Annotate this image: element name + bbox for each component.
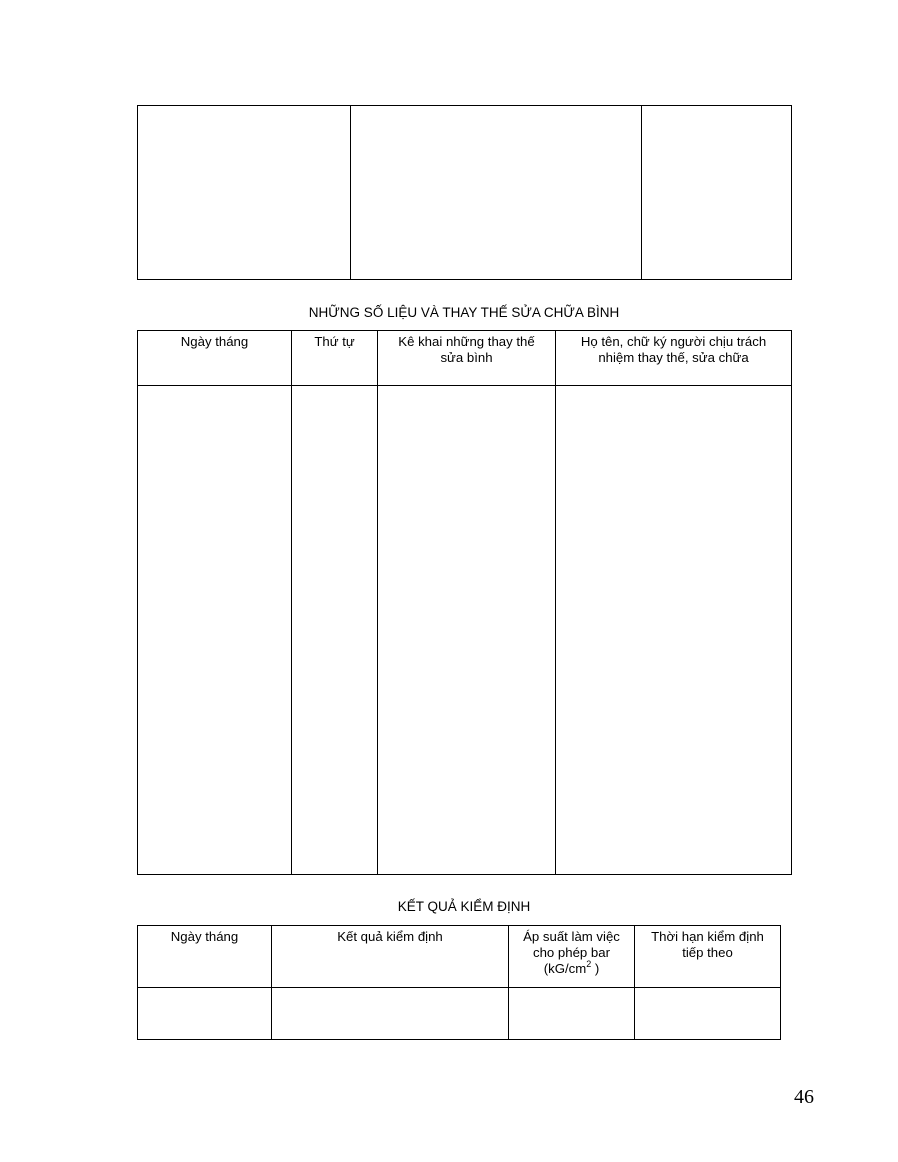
col-header-repairs-list: Kê khai những thay thế sửa bình <box>378 331 556 386</box>
col-header-working-pressure <box>509 926 635 988</box>
inspection-cell-date <box>138 988 272 1040</box>
repairs-cell-person <box>556 386 792 875</box>
repairs-cell-date <box>138 386 292 875</box>
repairs-table <box>137 330 792 875</box>
section-title-repairs: NHỮNG SỐ LIỆU VÀ THAY THẾ SỬA CHỮA BÌNH <box>308 305 620 320</box>
inspection-cell-next <box>635 988 781 1040</box>
pressure-label: Áp suất làm việc cho phép bar <box>523 929 620 960</box>
inspection-cell-result <box>272 988 509 1040</box>
repairs-cell-list <box>378 386 556 875</box>
pressure-unit: (kG/cm <box>543 961 587 976</box>
repairs-cell-order <box>292 386 378 875</box>
col-header-order: Thứ tự <box>292 331 378 386</box>
pressure-unit-exponent: 2 <box>586 958 592 969</box>
col-header-date: Ngày tháng <box>138 331 292 386</box>
inspection-cell-pressure <box>509 988 635 1040</box>
top-cell-2 <box>351 106 642 280</box>
page-number: 46 <box>794 1086 814 1108</box>
section-title-inspection: KẾT QUẢ KIỂM ĐỊNH <box>397 899 531 914</box>
pressure-unit-close: ) <box>591 961 600 976</box>
col-header-next-inspection: Thời hạn kiểm định tiếp theo <box>635 926 781 988</box>
top-blank-table <box>137 105 792 280</box>
inspection-table <box>137 925 781 1040</box>
col-header-inspection-result: Kết quả kiểm định <box>272 926 509 988</box>
col-header-date: Ngày tháng <box>138 926 272 988</box>
col-header-responsible-person: Họ tên, chữ ký người chịu trách nhiệm thay thế, sửa chữa <box>556 331 792 386</box>
top-cell-3 <box>642 106 792 280</box>
top-cell-1 <box>138 106 351 280</box>
